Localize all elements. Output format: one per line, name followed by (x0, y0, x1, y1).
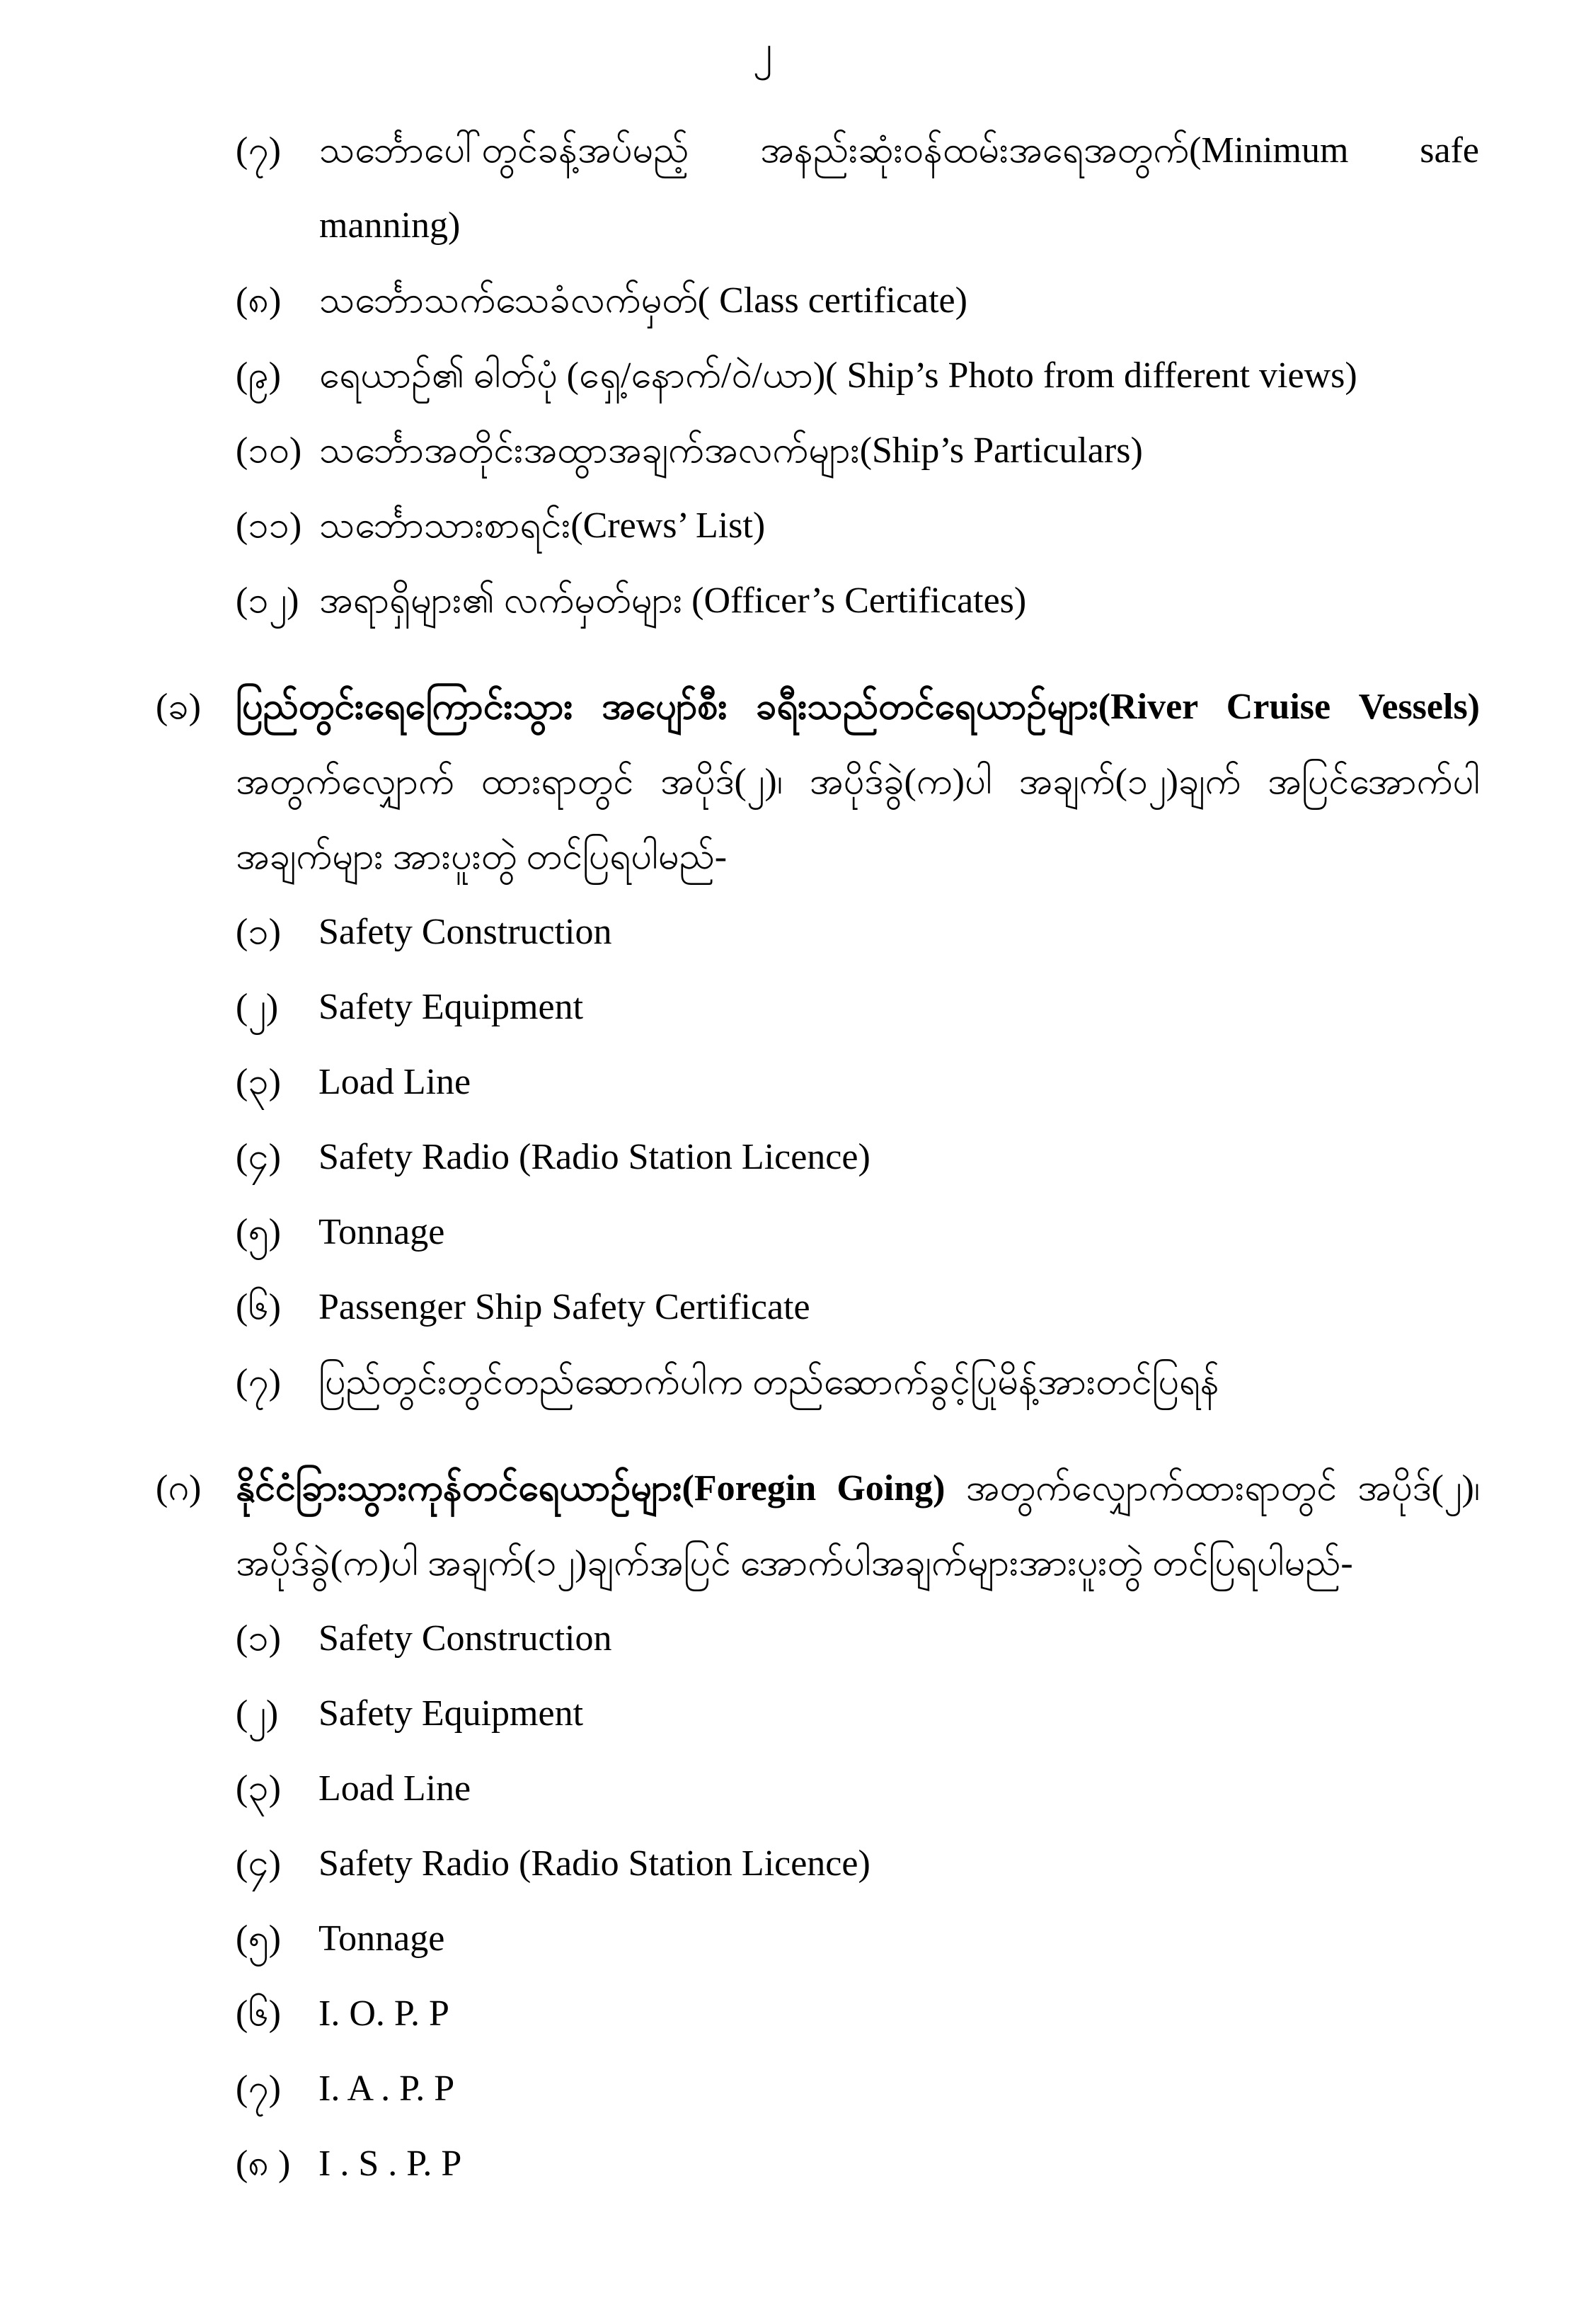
section-body (236, 1451, 1480, 2202)
page-number: ၂ (752, 28, 773, 72)
item-text: Safety Radio (Radio Station Licence) (318, 1137, 870, 1177)
list-item (236, 895, 1480, 970)
item-text: ရေယာဉ်၏ ဓါတ်ပုံ (ရှေ့/နောက်/ဝဲ/ယာ)( Ship’s Photo from different views) (319, 355, 1357, 396)
list-item (236, 413, 1479, 488)
item-text: Safety Equipment (318, 1693, 584, 1734)
item-text: အရာရှိများ၏ လက်မှတ်များ (Officer’s Certificates) (319, 580, 1027, 621)
list-item (236, 2126, 1480, 2202)
item-text: ပြည်တွင်းတွင်တည်ဆောက်ပါက တည်ဆောက်ခွင့်ပြုမိန့်အားတင်ပြရန် (318, 1362, 1219, 1402)
page-header (0, 0, 1586, 113)
item-number: (၄) (236, 1843, 281, 1884)
item-number: (၁၀) (236, 430, 302, 471)
section-intro-bold: ပြည်တွင်းရေကြောင်းသွား အပျော်စီး ခရီးသည်တင်ရေယာဉ်များ(River Cruise Vessels) (236, 687, 1480, 727)
list-item (236, 1751, 1480, 1826)
item-text: သင်္ဘောသက်သေခံလက်မှတ်( Class certificate) (319, 280, 967, 321)
list-item (236, 1601, 1480, 1676)
item-text: သင်္ဘောပေါ်တွင်ခန့်အပ်မည့် အနည်းဆုံးဝန်ထမ်းအရေအတွက်(Minimum safe manning) (319, 130, 1479, 246)
item-number: (၁၁) (236, 505, 302, 546)
list-item (236, 1120, 1480, 1195)
item-number: (၃) (236, 1062, 281, 1102)
list-item (236, 113, 1479, 263)
item-number: (၂) (236, 987, 279, 1027)
item-number: (၁၂) (236, 580, 299, 621)
item-text: I. O. P. P (318, 1993, 449, 2034)
item-number: (၉) (236, 355, 281, 396)
list-item (236, 1270, 1480, 1345)
item-number: (၇) (236, 130, 281, 171)
section-intro (236, 1451, 1480, 1601)
item-number: (၇) (236, 2068, 281, 2109)
item-number: (၈) (236, 280, 282, 321)
item-number: (၈ ) (236, 2143, 291, 2184)
section-intro-bold: နိုင်ငံခြားသွားကုန်တင်ရေယာဉ်များ(Foregin Going) (236, 1468, 946, 1509)
item-text: သင်္ဘောအတိုင်းအထွာအချက်အလက်များ(Ship’s Particulars) (319, 430, 1143, 471)
item-number: (၃) (236, 1768, 281, 1809)
list-item (236, 263, 1479, 338)
list-item (236, 1345, 1480, 1420)
item-text: Safety Equipment (318, 987, 584, 1027)
item-text: Safety Radio (Radio Station Licence) (318, 1843, 870, 1884)
item-text: Load Line (318, 1062, 471, 1102)
item-text: သင်္ဘောသားစာရင်း(Crews’ List) (319, 505, 766, 546)
item-text: Safety Construction (318, 912, 612, 952)
item-number: (၂) (236, 1693, 279, 1734)
item-number: (၄) (236, 1137, 281, 1177)
section-body (236, 670, 1480, 1420)
item-number: (၅) (236, 1212, 281, 1252)
document-body (0, 113, 1586, 2202)
item-number: (၅) (236, 1918, 281, 1959)
list-item (236, 1045, 1480, 1120)
section-item-list (236, 895, 1480, 1420)
list-item (236, 1901, 1480, 1976)
section-intro-rest: အတွက်လျှောက်ထားရာတွင် အပိုဒ်(၂)၊ အပိုဒ်ခွဲ(က)ပါ အချက်(၁၂)ချက်အပြင် အောက်ပါအချက်များအားပူးတွဲ တင်ပြရပါမည်- (236, 1468, 1480, 1584)
list-item (236, 2051, 1480, 2126)
list-item (236, 563, 1479, 639)
section-marker: (ခ) (156, 687, 201, 727)
list-item (236, 1195, 1480, 1270)
list-item (236, 338, 1479, 413)
list-item (236, 488, 1479, 563)
section-item-list (236, 1601, 1480, 2202)
item-number: (၁) (236, 1618, 281, 1659)
section-intro-rest: အတွက်လျှောက် ထားရာတွင် အပိုဒ်(၂)၊ အပိုဒ်ခွဲ(က)ပါ အချက်(၁၂)ချက် အပြင်အောက်ပါအချက်များ အားပူးတွဲ တင်ပြရပါမည်- (236, 762, 1480, 877)
list-item (236, 970, 1480, 1045)
item-text: Load Line (318, 1768, 471, 1809)
section-marker: (ဂ) (156, 1468, 202, 1509)
section-intro (236, 670, 1480, 895)
item-text: Tonnage (318, 1918, 445, 1959)
item-text: I . S . P. P (318, 2143, 462, 2184)
item-text: Safety Construction (318, 1618, 612, 1659)
item-text: Passenger Ship Safety Certificate (318, 1287, 810, 1327)
list-item (236, 1826, 1480, 1901)
item-number: (၇) (236, 1362, 281, 1402)
item-text: Tonnage (318, 1212, 445, 1252)
list-item (236, 1976, 1480, 2051)
item-number: (၆) (236, 1993, 281, 2034)
list-item (236, 1676, 1480, 1751)
item-number: (၁) (236, 912, 281, 952)
item-text: I. A . P. P (318, 2068, 455, 2109)
section-kha (156, 670, 1480, 1420)
section-ga (156, 1451, 1480, 2202)
item-number: (၆) (236, 1287, 281, 1327)
continuation-list (236, 113, 1479, 639)
